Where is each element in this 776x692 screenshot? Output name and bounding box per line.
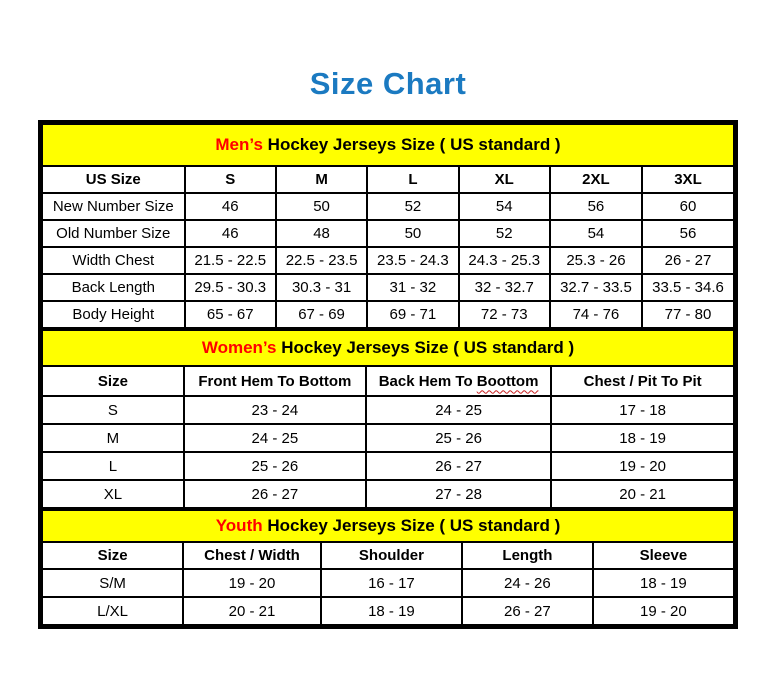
table-row <box>42 220 734 247</box>
size-chart-tables <box>38 120 738 629</box>
row-label: New Number Size <box>42 193 185 220</box>
womens-section-band <box>42 330 734 366</box>
cell: 24 - 25 <box>366 396 551 424</box>
row-label: Back Length <box>42 274 185 301</box>
cell: 18 - 19 <box>551 424 734 452</box>
cell: 48 <box>276 220 367 247</box>
cell: 31 - 32 <box>367 274 458 301</box>
column-header: 2XL <box>550 166 642 193</box>
cell: 23.5 - 24.3 <box>367 247 458 274</box>
cell: 52 <box>459 220 550 247</box>
cell: 72 - 73 <box>459 301 550 328</box>
row-label: S/M <box>42 569 183 597</box>
cell: 26 - 27 <box>184 480 366 508</box>
column-header-text: Back Hem To <box>378 372 473 390</box>
column-header: L <box>367 166 458 193</box>
womens-size-table <box>41 329 735 509</box>
row-label: XL <box>42 480 184 508</box>
cell: 65 - 67 <box>185 301 276 328</box>
cell: 24.3 - 25.3 <box>459 247 550 274</box>
cell: 52 <box>367 193 458 220</box>
cell: 30.3 - 31 <box>276 274 367 301</box>
column-header: XL <box>459 166 550 193</box>
cell: 54 <box>550 220 642 247</box>
table-row <box>42 396 734 424</box>
table-row <box>42 597 734 625</box>
table-row <box>42 480 734 508</box>
row-label: L/XL <box>42 597 183 625</box>
cell: 50 <box>276 193 367 220</box>
cell: 23 - 24 <box>184 396 366 424</box>
table-row <box>42 193 734 220</box>
column-header: Shoulder <box>321 542 462 569</box>
cell: 26 - 27 <box>462 597 593 625</box>
youth-section-highlight: Youth <box>215 516 263 535</box>
column-header: Size <box>42 366 184 396</box>
column-header: US Size <box>42 166 185 193</box>
table-row <box>42 301 734 328</box>
cell: 54 <box>459 193 550 220</box>
mens-header-row <box>42 166 734 193</box>
cell: 32 - 32.7 <box>459 274 550 301</box>
cell: 26 - 27 <box>366 452 551 480</box>
column-header: M <box>276 166 367 193</box>
table-row <box>42 247 734 274</box>
cell: 25.3 - 26 <box>550 247 642 274</box>
column-header: Size <box>42 542 183 569</box>
column-header: Chest / Pit To Pit <box>551 366 734 396</box>
mens-section-band <box>42 124 734 166</box>
cell: 46 <box>185 220 276 247</box>
youth-section-title <box>42 510 734 542</box>
womens-section-title <box>42 330 734 366</box>
mens-section-title <box>42 124 734 166</box>
column-header-misspelled-word: Boottom <box>476 372 539 390</box>
mens-size-table <box>41 123 735 329</box>
cell: 32.7 - 33.5 <box>550 274 642 301</box>
column-header: Chest / Width <box>183 542 321 569</box>
youth-section-title-text: Hockey Jerseys Size ( US standard ) <box>267 516 561 535</box>
cell: 33.5 - 34.6 <box>642 274 734 301</box>
column-header: 3XL <box>642 166 734 193</box>
cell: 69 - 71 <box>367 301 458 328</box>
cell: 60 <box>642 193 734 220</box>
cell: 24 - 25 <box>184 424 366 452</box>
row-label: L <box>42 452 184 480</box>
table-row <box>42 424 734 452</box>
cell: 19 - 20 <box>183 569 321 597</box>
column-header: S <box>185 166 276 193</box>
table-row <box>42 274 734 301</box>
cell: 67 - 69 <box>276 301 367 328</box>
table-row <box>42 569 734 597</box>
column-header: Front Hem To Bottom <box>184 366 366 396</box>
cell: 56 <box>550 193 642 220</box>
page-title: Size Chart <box>309 66 467 101</box>
cell: 20 - 21 <box>183 597 321 625</box>
cell: 25 - 26 <box>366 424 551 452</box>
cell: 77 - 80 <box>642 301 734 328</box>
row-label: Old Number Size <box>42 220 185 247</box>
cell: 18 - 19 <box>321 597 462 625</box>
mens-section-title-text: Hockey Jerseys Size ( US standard ) <box>267 135 561 154</box>
cell: 46 <box>185 193 276 220</box>
womens-section-highlight: Women’s <box>201 338 277 357</box>
table-row <box>42 452 734 480</box>
cell: 17 - 18 <box>551 396 734 424</box>
womens-header-row <box>42 366 734 396</box>
youth-size-table <box>41 509 735 626</box>
youth-section-band <box>42 510 734 542</box>
cell: 56 <box>642 220 734 247</box>
cell: 74 - 76 <box>550 301 642 328</box>
cell: 29.5 - 30.3 <box>185 274 276 301</box>
row-label: Width Chest <box>42 247 185 274</box>
youth-header-row <box>42 542 734 569</box>
column-header: Length <box>462 542 593 569</box>
row-label: M <box>42 424 184 452</box>
cell: 19 - 20 <box>593 597 734 625</box>
cell: 21.5 - 22.5 <box>185 247 276 274</box>
cell: 22.5 - 23.5 <box>276 247 367 274</box>
cell: 19 - 20 <box>551 452 734 480</box>
cell: 16 - 17 <box>321 569 462 597</box>
womens-section-title-text: Hockey Jerseys Size ( US standard ) <box>281 338 575 357</box>
row-label: Body Height <box>42 301 185 328</box>
column-header <box>366 366 551 396</box>
cell: 25 - 26 <box>184 452 366 480</box>
cell: 18 - 19 <box>593 569 734 597</box>
row-label: S <box>42 396 184 424</box>
cell: 27 - 28 <box>366 480 551 508</box>
cell: 50 <box>367 220 458 247</box>
cell: 26 - 27 <box>642 247 734 274</box>
mens-section-highlight: Men’s <box>215 135 263 154</box>
cell: 24 - 26 <box>462 569 593 597</box>
column-header: Sleeve <box>593 542 734 569</box>
cell: 20 - 21 <box>551 480 734 508</box>
